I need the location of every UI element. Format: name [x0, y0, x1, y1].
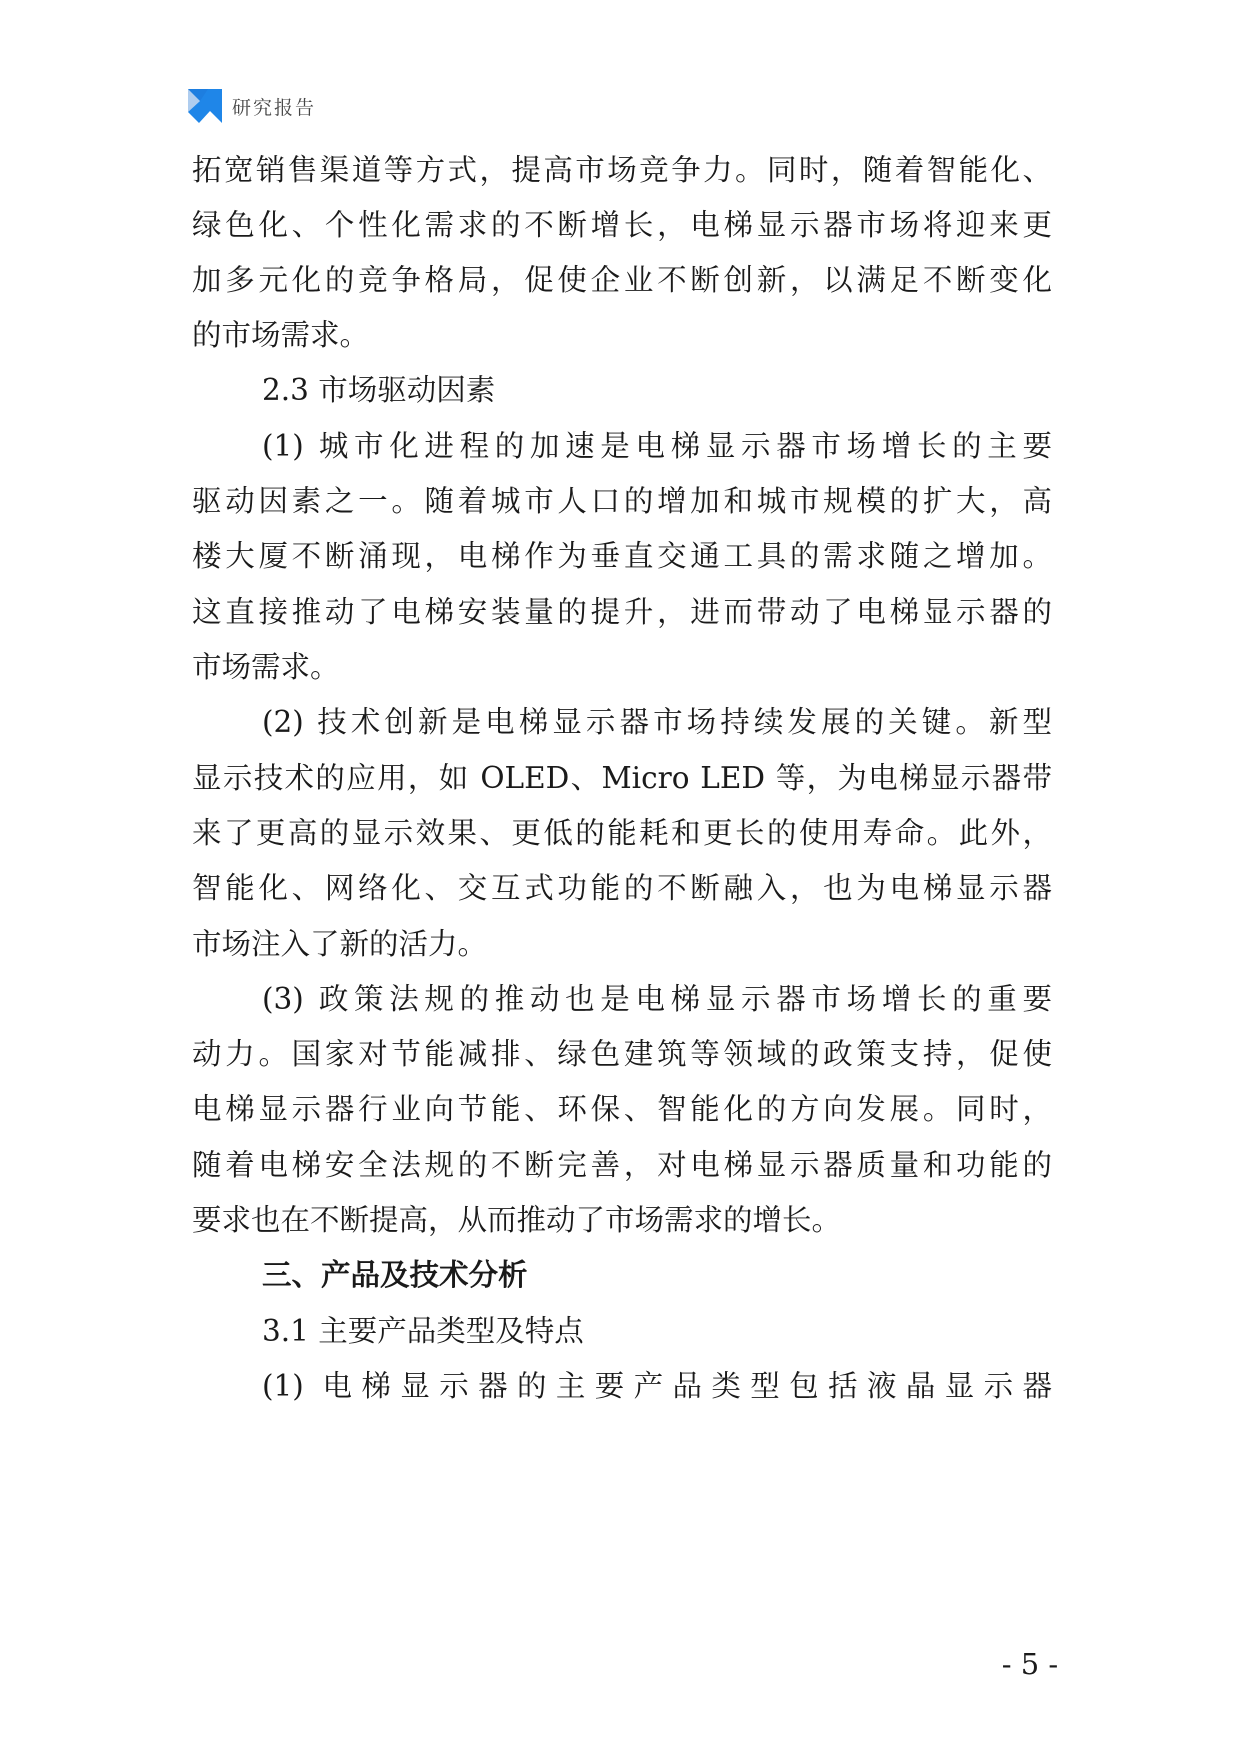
body-text-line: 驱动因素之一。随着城市人口的增加和城市规模的扩大，高 — [192, 484, 1052, 518]
body-text-line: 来了更高的显示效果、更低的能耗和更长的使用寿命。此外， — [192, 816, 1052, 850]
body-text-line: 显示技术的应用，如 OLED、Micro LED 等，为电梯显示器带 — [192, 761, 1052, 795]
page-header — [188, 88, 316, 124]
chapter-heading: 三、产品及技术分析 — [262, 1258, 528, 1292]
section-heading: 3.1 主要产品类型及特点 — [262, 1314, 584, 1348]
header-title: 研究报告 — [232, 96, 317, 119]
body-text-line: 拓宽销售渠道等方式，提高市场竞争力。同时，随着智能化、 — [192, 153, 1052, 187]
body-text-line: (3) 政策法规的推动也是电梯显示器市场增长的重要 — [262, 982, 1052, 1016]
body-text-line: 市场注入了新的活力。 — [192, 927, 488, 961]
arrow-logo-icon — [188, 89, 222, 123]
body-text-line: 电梯显示器行业向节能、环保、智能化的方向发展。同时， — [192, 1092, 1052, 1126]
body-text-line: 楼大厦不断涌现，电梯作为垂直交通工具的需求随之增加。 — [192, 539, 1052, 573]
page-number: - 5 - — [1001, 1647, 1059, 1681]
section-heading: 2.3 市场驱动因素 — [262, 373, 496, 407]
body-text-line: 随着电梯安全法规的不断完善，对电梯显示器质量和功能的 — [192, 1148, 1052, 1182]
body-text-line: (2) 技术创新是电梯显示器市场持续发展的关键。新型 — [262, 705, 1052, 739]
body-text-line: 加多元化的竞争格局，促使企业不断创新，以满足不断变化 — [192, 263, 1052, 297]
body-text-line: 动力。国家对节能减排、绿色建筑等领域的政策支持，促使 — [192, 1037, 1052, 1071]
body-text-line: (1) 电梯显示器的主要产品类型包括液晶显示器 — [262, 1369, 1052, 1403]
body-text-line: (1) 城市化进程的加速是电梯显示器市场增长的主要 — [262, 429, 1052, 463]
body-text-line: 市场需求。 — [192, 650, 340, 684]
body-text-line: 智能化、网络化、交互式功能的不断融入，也为电梯显示器 — [192, 871, 1052, 905]
body-text-line: 的市场需求。 — [192, 318, 370, 352]
body-text-line: 这直接推动了电梯安装量的提升，进而带动了电梯显示器的 — [192, 595, 1052, 629]
body-text-line: 绿色化、个性化需求的不断增长，电梯显示器市场将迎来更 — [192, 208, 1052, 242]
body-text-line: 要求也在不断提高，从而推动了市场需求的增长。 — [192, 1203, 842, 1237]
